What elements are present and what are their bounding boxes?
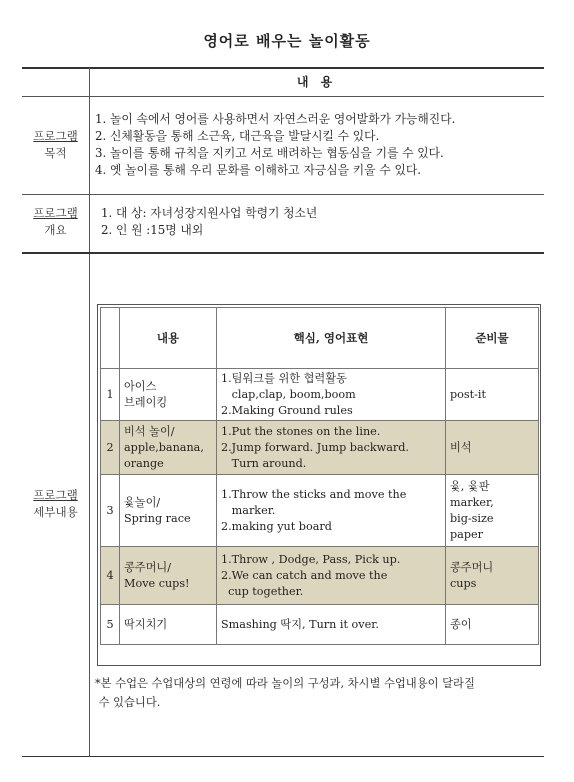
row-content-line: 딱지치기 (124, 617, 168, 631)
details-label-line: 세부내용 (33, 505, 78, 519)
row-expression-line: 2.Making Ground rules (221, 403, 353, 417)
details-label-line: 프로그램 (33, 488, 78, 502)
row-expression-line: marker. (221, 503, 276, 517)
section-divider-thick (22, 252, 544, 254)
row-expression (217, 475, 446, 547)
purpose-item: 4. 옛 놀이를 통해 우리 문화를 이해하고 자긍심을 키울 수 있다. (95, 163, 422, 177)
row-content-line: 비석 놀이/ (124, 424, 175, 438)
row-number: 4 (101, 547, 120, 605)
schedule-row (101, 547, 539, 605)
row-expression-line: 2.Jump forward. Jump backward. (221, 440, 409, 454)
row-content-line: 콩주머니/ (124, 560, 171, 574)
footnote-line: *본 수업은 수업대상의 연령에 따라 놀이의 구성과, 차시별 수업내용이 달라질 (95, 677, 475, 690)
row-expression-line: 1.팀워크를 위한 협력활동 (221, 371, 347, 385)
row-content (120, 421, 217, 475)
schedule-row (101, 369, 539, 421)
row-materials (446, 605, 539, 645)
row-number: 1 (101, 369, 120, 421)
overview-label (22, 205, 89, 239)
row-expression-line: Turn around. (221, 456, 307, 470)
row-number: 3 (101, 475, 120, 547)
row-materials-line: 윷, 윷판 (450, 479, 490, 493)
row-content (120, 475, 217, 547)
row-materials-line: paper (450, 527, 483, 541)
row-materials (446, 369, 539, 421)
purpose-label-line: 프로그램 (33, 129, 78, 143)
row-expression (217, 421, 446, 475)
row-content-line: 윷놀이/ (124, 495, 161, 509)
col-header-expression: 핵심, 영어표현 (217, 308, 446, 369)
row-number: 5 (101, 605, 120, 645)
footnote (95, 674, 540, 712)
row-materials-line: big-size (450, 511, 494, 525)
row-expression-line: clap,clap, boom,boom (221, 387, 356, 401)
row-expression (217, 369, 446, 421)
document-title: 영어로 배우는 놀이활동 (203, 32, 371, 50)
col-header-content: 내용 (120, 308, 217, 369)
row-number: 2 (101, 421, 120, 475)
schedule-row (101, 605, 539, 645)
row-materials (446, 421, 539, 475)
row-expression-line: cup together. (221, 584, 304, 598)
content-header: 내 용 (296, 75, 337, 89)
row-content (120, 369, 217, 421)
row-expression-line: 1.Throw , Dodge, Pass, Pick up. (221, 552, 401, 566)
column-divider (89, 67, 90, 757)
col-header-materials: 준비물 (446, 308, 539, 369)
purpose-list (95, 111, 455, 179)
row-materials-line: post-it (450, 387, 486, 401)
row-content-line: Move cups! (124, 576, 190, 590)
purpose-item: 3. 놀이를 통해 규칙을 지키고 서로 배려하는 협동심을 기를 수 있다. (95, 146, 444, 160)
row-materials (446, 547, 539, 605)
row-expression-line: 1.Put the stones on the line. (221, 424, 381, 438)
row-content-line: Spring race (124, 511, 191, 525)
row-expression-line: Smashing 딱지, Turn it over. (221, 617, 379, 631)
purpose-label-line: 목적 (44, 146, 67, 160)
row-materials-line: cups (450, 576, 477, 590)
row-content-line: 아이스 (124, 379, 157, 393)
row-expression-line: 2.We can catch and move the (221, 568, 388, 582)
row-content-line: orange (124, 456, 164, 470)
overview-list (101, 205, 317, 239)
row-materials-line: 콩주머니 (450, 560, 494, 574)
row-expression (217, 547, 446, 605)
row-expression-line: 2.making yut board (221, 519, 332, 533)
row-materials-line: marker, (450, 495, 494, 509)
purpose-item: 1. 놀이 속에서 영어를 사용하면서 자연스러운 영어발화가 가능해진다. (95, 112, 456, 126)
row-materials-line: 종이 (450, 617, 472, 631)
purpose-label (22, 128, 89, 162)
overview-label-line: 개요 (44, 223, 67, 237)
col-header-no (101, 308, 120, 369)
row-content (120, 605, 217, 645)
overview-item: 2. 인 원 :15명 내외 (101, 223, 204, 237)
footnote-line: 수 있습니다. (95, 696, 161, 709)
schedule-header-row (101, 308, 539, 369)
purpose-item: 2. 신체활동을 통해 소근육, 대근육을 발달시킬 수 있다. (95, 129, 380, 143)
row-expression-line: 1.Throw the sticks and move the (221, 487, 407, 501)
schedule-row (101, 421, 539, 475)
schedule-row (101, 475, 539, 547)
row-materials-line: 비석 (450, 440, 472, 454)
header-divider (22, 96, 544, 97)
row-materials (446, 475, 539, 547)
row-expression (217, 605, 446, 645)
section-divider (22, 194, 544, 195)
row-content-line: 브레이킹 (124, 395, 168, 409)
overview-label-line: 프로그램 (33, 206, 78, 220)
details-label (22, 487, 89, 521)
row-content-line: apple,banana, (124, 440, 204, 454)
overview-item: 1. 대 상: 자녀성장지원사업 학령기 청소년 (101, 206, 318, 220)
row-content (120, 547, 217, 605)
schedule-table (100, 307, 539, 645)
